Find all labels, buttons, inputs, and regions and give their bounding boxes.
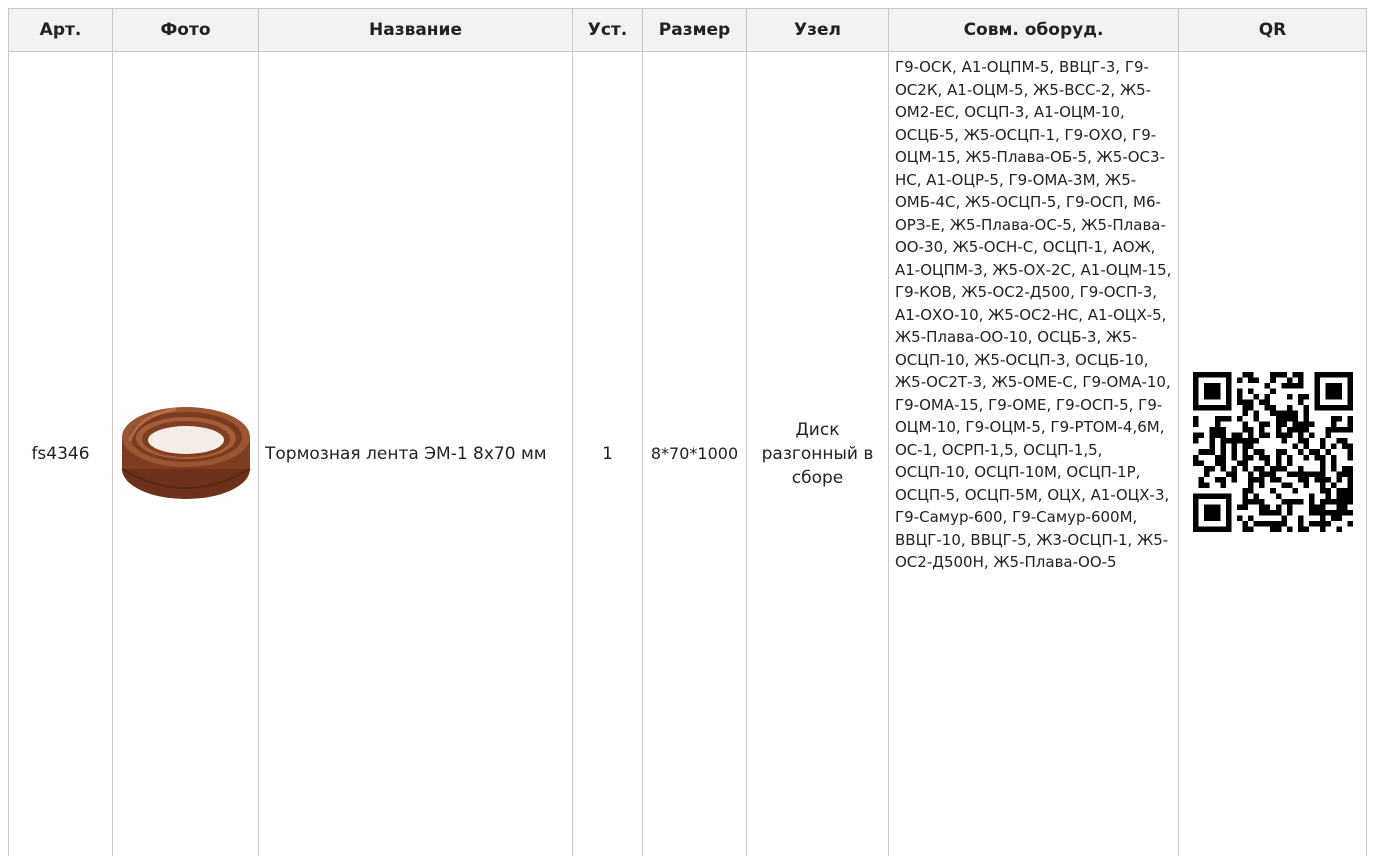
col-header-size[interactable]: Размер — [643, 9, 747, 52]
table-header-row — [9, 9, 1367, 52]
product-table — [8, 8, 1367, 856]
cell-node: Диск разгонный в сборе — [747, 52, 889, 856]
cell-compat: Г9-ОСК, А1-ОЦПМ-5, ВВЦГ-3, Г9-ОС2К, А1-ОЦМ-5, Ж5-ВСС-2, Ж5-ОМ2-ЕС, ОСЦП-3, А1-ОЦМ-10, ОСЦБ-5, Ж5-ОСЦП-1, Г9-ОХО, Г9-ОЦМ-15, Ж5-Плава-ОБ-5, Ж5-ОС3-НС, А1-ОЦР-5, Г9-ОМА-3М, Ж5-ОМБ-4С, Ж5-ОСЦП-5, Г9-ОСП, М6-ОРЗ-Е, Ж5-Плава-ОС-5, Ж5-Плава-ОО-30, Ж5-ОСН-С, ОСЦП-1, АОЖ, А1-ОЦПМ-3, Ж5-ОХ-2С, А1-ОЦМ-15, Г9-КОВ, Ж5-ОС2-Д500, Г9-ОСП-3, А1-ОХО-10, Ж5-ОС2-НС, А1-ОЦХ-5, Ж5-Плава-ОО-10, ОСЦБ-3, Ж5-ОСЦП-10, Ж5-ОСЦП-3, ОСЦБ-10, Ж5-ОС2Т-3, Ж5-ОМЕ-С, Г9-ОМА-10, Г9-ОМА-15, Г9-ОМЕ, Г9-ОСП-5, Г9-ОЦМ-10, Г9-ОЦМ-5, Г9-РТОМ-4,6М, ОС-1, ОСРП-1,5, ОСЦП-1,5, ОСЦП-10, ОСЦП-10М, ОСЦП-1Р, ОСЦП-5, ОСЦП-5М, ОЦХ, А1-ОЦХ-3, Г9-Самур-600, Г9-Самур-600М, ВВЦГ-10, ВВЦГ-5, Ж3-ОСЦП-1, Ж5-ОС2-Д500Н, Ж5-Плава-ОО-5 — [889, 52, 1179, 856]
col-header-node[interactable]: Узел — [747, 9, 889, 52]
col-header-qty[interactable]: Уст. — [573, 9, 643, 52]
cell-art: fs4346 — [9, 52, 113, 856]
cell-qr — [1179, 52, 1367, 856]
col-header-qr[interactable]: QR — [1179, 9, 1367, 52]
col-header-art[interactable]: Арт. — [9, 9, 113, 52]
col-header-name[interactable]: Название — [259, 9, 573, 52]
cell-size: 8*70*1000 — [643, 52, 747, 856]
cell-name: Тормозная лента ЭМ-1 8х70 мм — [259, 52, 573, 856]
table-row — [9, 52, 1367, 856]
cell-qty: 1 — [573, 52, 643, 856]
brake-band-coil-image[interactable] — [116, 397, 256, 507]
col-header-photo[interactable]: Фото — [113, 9, 259, 52]
cell-photo — [113, 52, 259, 856]
col-header-compat[interactable]: Совм. оборуд. — [889, 9, 1179, 52]
qr-code-icon[interactable] — [1193, 372, 1353, 537]
